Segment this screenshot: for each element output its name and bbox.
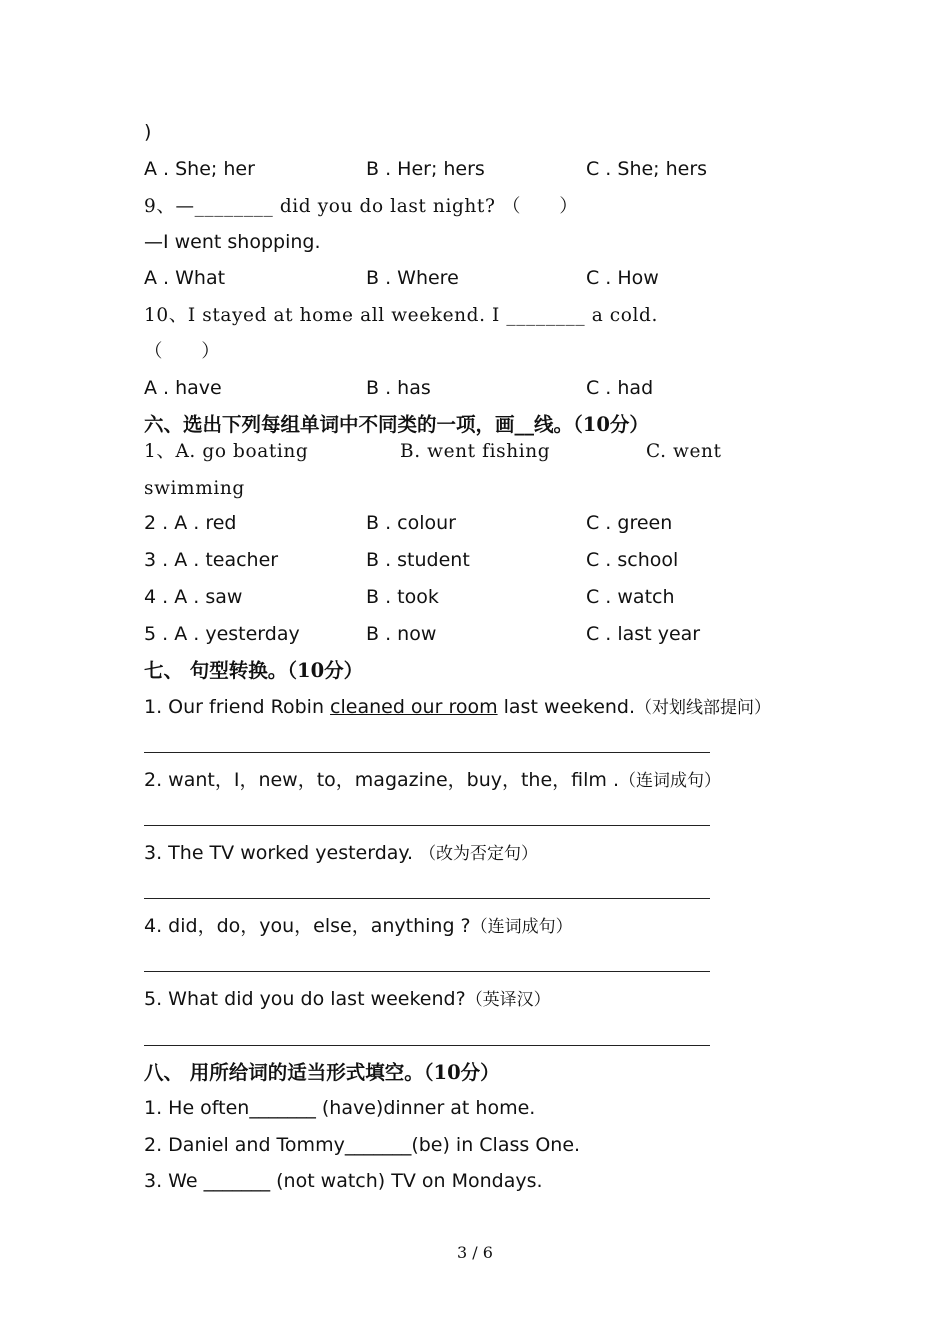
section6-q3: [0, 548, 950, 572]
section6-q1-option-b: B. went fishing: [400, 441, 551, 462]
section7-q4-text: 4. did，do，you，else，anything ?: [144, 915, 471, 937]
section6-q4-option-b: B . took: [366, 586, 439, 608]
section6-q5: [0, 622, 950, 646]
section8-q3: 3. We _______ (not watch) TV on Mondays.: [144, 1170, 543, 1192]
q9-stem: 9、—________ did you do last night? （ ）: [144, 196, 579, 217]
section7-q1-underlined: cleaned our room: [330, 696, 498, 718]
q9-option-a: A . What: [144, 267, 226, 289]
section6-q2-option-a: 2 . A . red: [144, 512, 237, 534]
q9-option-c: C . How: [586, 267, 659, 289]
section8-q2: 2. Daniel and Tommy_______(be) in Class One.: [144, 1134, 581, 1156]
section7-q2: [144, 768, 721, 793]
section7-q5-note: （英译汉）: [465, 990, 551, 1010]
section7-q5-text: 5. What did you do last weekend?: [144, 988, 466, 1010]
q10-option-a: A . have: [144, 377, 222, 399]
q10-option-c: C . had: [586, 377, 654, 399]
q9-options: [0, 266, 950, 290]
section6-q1-option-c: C. went: [646, 441, 722, 462]
q9-answer: —I went shopping.: [144, 231, 321, 253]
section7-q5: [144, 987, 551, 1012]
q9-option-b: B . Where: [366, 267, 459, 289]
q10-stem: 10、I stayed at home all weekend. I ________ a cold.: [144, 305, 658, 326]
section6-q1-option-a: 1、A. go boating: [144, 441, 309, 462]
q10-paren: （ ）: [144, 341, 221, 362]
section7-q3-text: 3. The TV worked yesterday.: [144, 842, 414, 864]
section6-title: 六、选出下列每组单词中不同类的一项，画__线。（10分）: [144, 413, 649, 436]
page-number: 3 / 6: [457, 1243, 493, 1262]
q8-option-c: C . She; hers: [586, 158, 708, 180]
answer-line-4[interactable]: [144, 971, 710, 972]
section7-q4: [144, 914, 573, 939]
section6-q4-option-c: C . watch: [586, 586, 675, 608]
section7-q1-pre: 1. Our friend Robin: [144, 696, 331, 718]
section7-q1: [144, 695, 771, 720]
q10-options: [0, 376, 950, 400]
section7-q2-note: （连词成句）: [619, 771, 721, 791]
section6-q2: [0, 511, 950, 535]
section6-q1: [0, 440, 950, 464]
section7-q2-text: 2. want，I，new，to，magazine，buy，the，film .: [144, 769, 619, 791]
section6-q1-continuation: swimming: [144, 478, 245, 499]
q10-option-b: B . has: [366, 377, 431, 399]
section6-q3-option-a: 3 . A . teacher: [144, 549, 279, 571]
q8-paren-close: ): [144, 121, 152, 143]
section8-q1: 1. He often_______ (have)dinner at home.: [144, 1097, 536, 1119]
section7-q1-note: （对划线部提问）: [635, 698, 772, 718]
section6-q5-option-b: B . now: [366, 623, 437, 645]
answer-line-1[interactable]: [144, 752, 710, 753]
section7-title: 七、 句型转换。（10分）: [144, 659, 364, 682]
section6-q2-option-b: B . colour: [366, 512, 456, 534]
section6-q5-option-a: 5 . A . yesterday: [144, 623, 300, 645]
section8-title: 八、 用所给词的适当形式填空。（10分）: [144, 1061, 500, 1084]
section7-q4-note: （连词成句）: [470, 917, 573, 937]
section6-q4-option-a: 4 . A . saw: [144, 586, 243, 608]
q8-option-b: B . Her; hers: [366, 158, 485, 180]
section6-q4: [0, 585, 950, 609]
answer-line-5[interactable]: [144, 1045, 710, 1046]
section6-q3-option-c: C . school: [586, 549, 679, 571]
section6-q3-option-b: B . student: [366, 549, 470, 571]
section7-q1-post: last weekend.: [497, 696, 636, 718]
section6-q2-option-c: C . green: [586, 512, 673, 534]
q8-options: [0, 157, 950, 181]
answer-line-2[interactable]: [144, 825, 710, 826]
answer-line-3[interactable]: [144, 898, 710, 899]
section6-q5-option-c: C . last year: [586, 623, 701, 645]
section7-q3: [144, 841, 538, 866]
section7-q3-note: （改为否定句）: [419, 844, 539, 864]
q8-option-a: A . She; her: [144, 158, 255, 180]
